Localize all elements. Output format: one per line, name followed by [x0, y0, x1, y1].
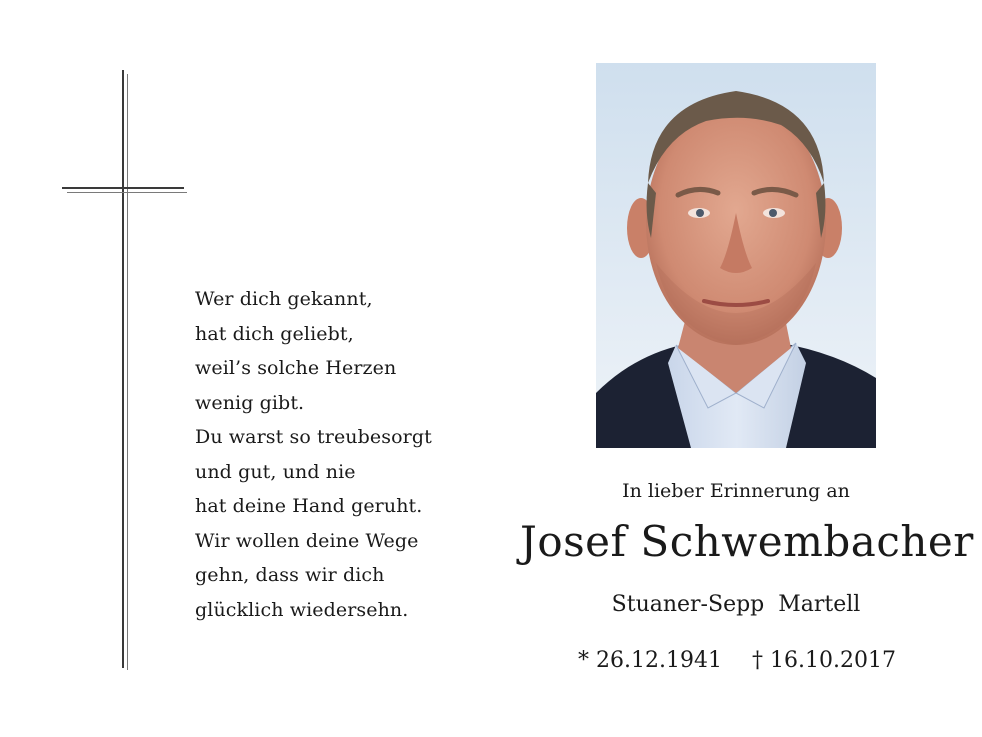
- cross-horizontal-line: [62, 187, 184, 189]
- nickname-and-place: Stuaner-Sepp Martell: [611, 592, 861, 617]
- deceased-name: Josef Schwembacher: [520, 517, 974, 566]
- poem-line: Wir wollen deine Wege: [195, 529, 419, 552]
- poem-line: wenig gibt.: [195, 391, 305, 414]
- memorial-poem: [195, 282, 432, 627]
- poem-line: hat dich geliebt,: [195, 322, 354, 345]
- memorial-intro: In lieber Erinnerung an: [622, 480, 850, 502]
- poem-line: glücklich wiedersehn.: [195, 598, 409, 621]
- cross-horizontal-line-shadow: [67, 192, 187, 193]
- poem-line: gehn, dass wir dich: [195, 564, 385, 586]
- poem-line: Wer dich gekannt,: [195, 288, 373, 310]
- poem-line: Du warst so treubesorgt: [195, 426, 432, 448]
- birth-date: * 26.12.1941: [578, 648, 722, 673]
- poem-line: hat deine Hand geruht.: [195, 495, 423, 517]
- cross-vertical-line-shadow: [127, 74, 128, 670]
- portrait-photo: [596, 63, 876, 448]
- poem-line: und gut, und nie: [195, 460, 356, 483]
- cross-vertical-line: [122, 70, 124, 668]
- death-date: † 16.10.2017: [752, 648, 896, 673]
- poem-line: weil’s solche Herzen: [195, 357, 397, 379]
